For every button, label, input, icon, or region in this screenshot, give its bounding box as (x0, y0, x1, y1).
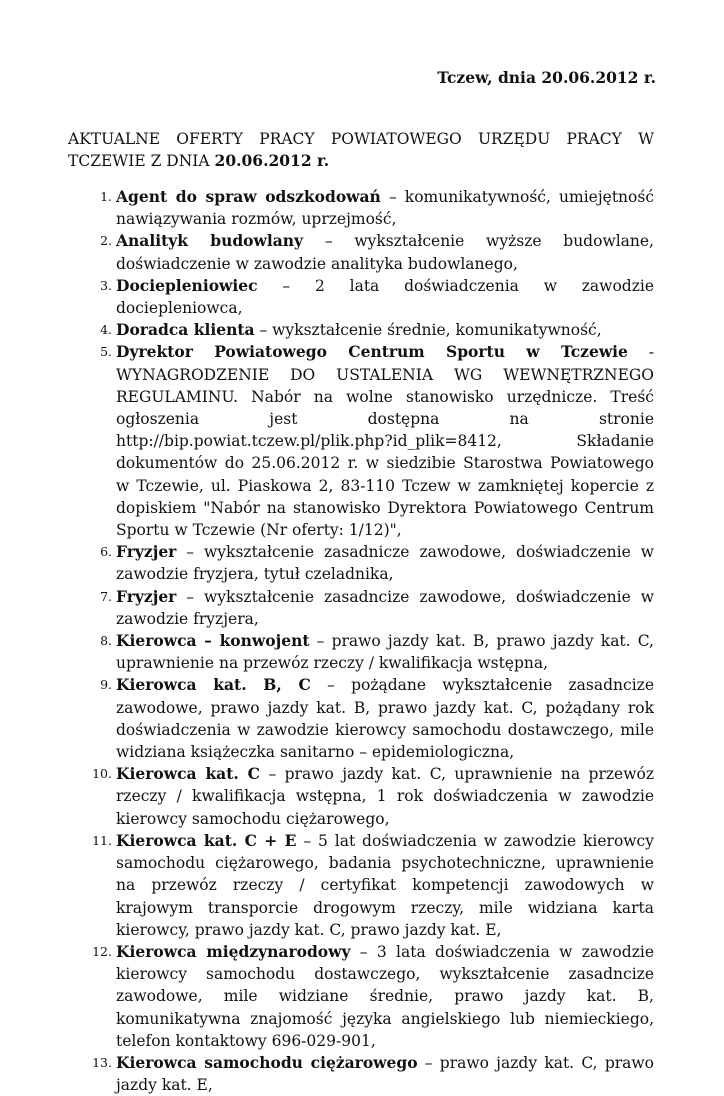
offer-number: 1. (100, 189, 112, 204)
offer-title: Docieplеniowiec (116, 275, 258, 295)
offer-number: 12. (92, 943, 112, 959)
offer-title: Kierowca samochodu ciężarowego (116, 1052, 418, 1072)
offer-description: – wykształcenie zasadncize zawodowe, doświadczenie w zawodzie fryzjera, (116, 587, 654, 628)
offer-number: 11. (92, 832, 112, 848)
offer-number: 4. (100, 322, 112, 338)
heading-line-2-prefix: TCZEWIE Z DNIA (68, 152, 210, 170)
offer-number: 8. (100, 633, 112, 649)
offer-number: 2. (100, 233, 112, 249)
offer-description: – 3 lata doświadczenia w zawodzie kierowcy samochodu dostawczego, wykształcenie zasadncize zawodowe, mile widziane średnie, prawo jazdy kat. B, komunikatywna znajomość języka angielskiego lub niemieckiego, telefon kontaktowy 696-029-901, (116, 942, 654, 1050)
offer-title: Doradca klienta (116, 320, 255, 340)
heading-line-1: AKTUALNE OFERTY PRACY POWIATOWEGO URZĘDU PRACY W (68, 130, 654, 148)
document-heading (68, 128, 654, 172)
job-offer-item (68, 230, 654, 274)
offer-title: Agent do spraw odszkodowań (116, 187, 381, 206)
offer-description: – wykształcenie wyższe budowlane, doświadczenie w zawodzie analityka budowlanego, (116, 232, 654, 273)
job-offer-item (68, 586, 654, 630)
job-offer-item (68, 941, 654, 1052)
offer-description: – prawo jazdy kat. B, prawo jazdy kat. C, uprawnienie na przewóz rzeczy / kwalifikacja wstępna, (116, 632, 654, 673)
job-offer-item (68, 630, 654, 674)
job-offer-item (68, 341, 654, 541)
offer-title: Fryzjer (116, 586, 177, 606)
offer-title: Kierowca kat. C + E (116, 830, 297, 850)
offer-number: 3. (100, 277, 112, 293)
offer-description: – wykształcenie średnie, komunikatywność, (254, 321, 602, 340)
job-offer-item (68, 275, 654, 319)
job-offer-item (68, 674, 654, 763)
job-offers-list (68, 186, 654, 1096)
offer-number: 13. (92, 1054, 112, 1070)
offer-title: Kierowca – konwojent (116, 631, 310, 651)
offer-description: – prawo jazdy kat. C, prawo jazdy kat. E, (116, 1053, 654, 1095)
offer-number: 6. (100, 544, 112, 560)
job-offer-item (68, 319, 654, 341)
heading-date: 20.06.2012 r. (214, 151, 330, 170)
job-offer-item (68, 830, 654, 941)
offer-title: Dyrektor Powiatowego Centrum Sportu w Tczewie (116, 342, 628, 362)
offer-description: – prawo jazdy kat. C, uprawnienie na przewóz rzeczy / kwalifikacja wstępna, 1 rok doświadczenia w zawodzie kierowcy samochodu ciężarowego, (116, 765, 654, 828)
job-offer-item (68, 541, 654, 585)
offer-description: – komunikatywność, umiejętność nawiązywania rozmów, uprzejmość, (116, 188, 654, 229)
job-offer-item (68, 186, 654, 230)
offer-number: 7. (100, 588, 112, 604)
offer-number: 5. (100, 344, 112, 360)
offer-title: Fryzjer (116, 542, 177, 562)
offer-title: Analityk budowlany (116, 231, 304, 251)
job-offer-item (68, 1052, 654, 1096)
offer-description: – 2 lata doświadczenia w zawodzie dociepleniowca, (116, 276, 654, 318)
offer-description: – pożądane wykształcenie zasadncize zawodowe, prawo jazdy kat. B, prawo jazdy kat. C, pożądany rok doświadczenia w zawodzie kierowcy samochodu dostawczego, mile widziana książeczka sanitarno – epidemiologiczna, (116, 676, 654, 762)
offer-number: 9. (100, 677, 112, 693)
offer-number: 10. (92, 766, 112, 782)
job-offer-item (68, 763, 654, 830)
offer-description: - WYNAGRODZENIE DO USTALENIA WG WEWNĘTRZNEGO REGULAMINU. Nabór na wolne stanowisko urzędnicze. Treść ogłoszenia jest dostępna na stronie http://bip.powiat.tczew.pl/plik.php?id_plik=8412, Składanie dokumentów do 25.06.2012 r. w siedzibie Starostwa Powiatowego w Tczewie, ul. Piaskowa 2, 83-110 Tczew w zamkniętej kopercie z dopiskiem "Nabór na stanowisko Dyrektora Powiatowego Centrum Sportu w Tczewie (Nr oferty: 1/12)", (116, 343, 655, 540)
offer-title: Kierowca kat. B, C (116, 675, 311, 695)
offer-description: – 5 lat doświadczenia w zawodzie kierowcy samochodu ciężarowego, badania psychotechniczne, uprawnienie na przewóz rzeczy / certyfikat kompetencji zawodowych w krajowym transporcie drogowym rzeczy, mile widziana karta kierowcy, prawo jazdy kat. C, prawo jazdy kat. E, (116, 831, 654, 939)
offer-title: Kierowca kat. C (116, 764, 261, 784)
offer-description: – wykształcenie zasadnicze zawodowe, doświadczenie w zawodzie fryzjera, tytuł czeladnika, (116, 543, 654, 584)
offer-title: Kierowca międzynarodowy (116, 941, 351, 961)
date-line: Tczew, dnia 20.06.2012 r. (437, 68, 656, 87)
